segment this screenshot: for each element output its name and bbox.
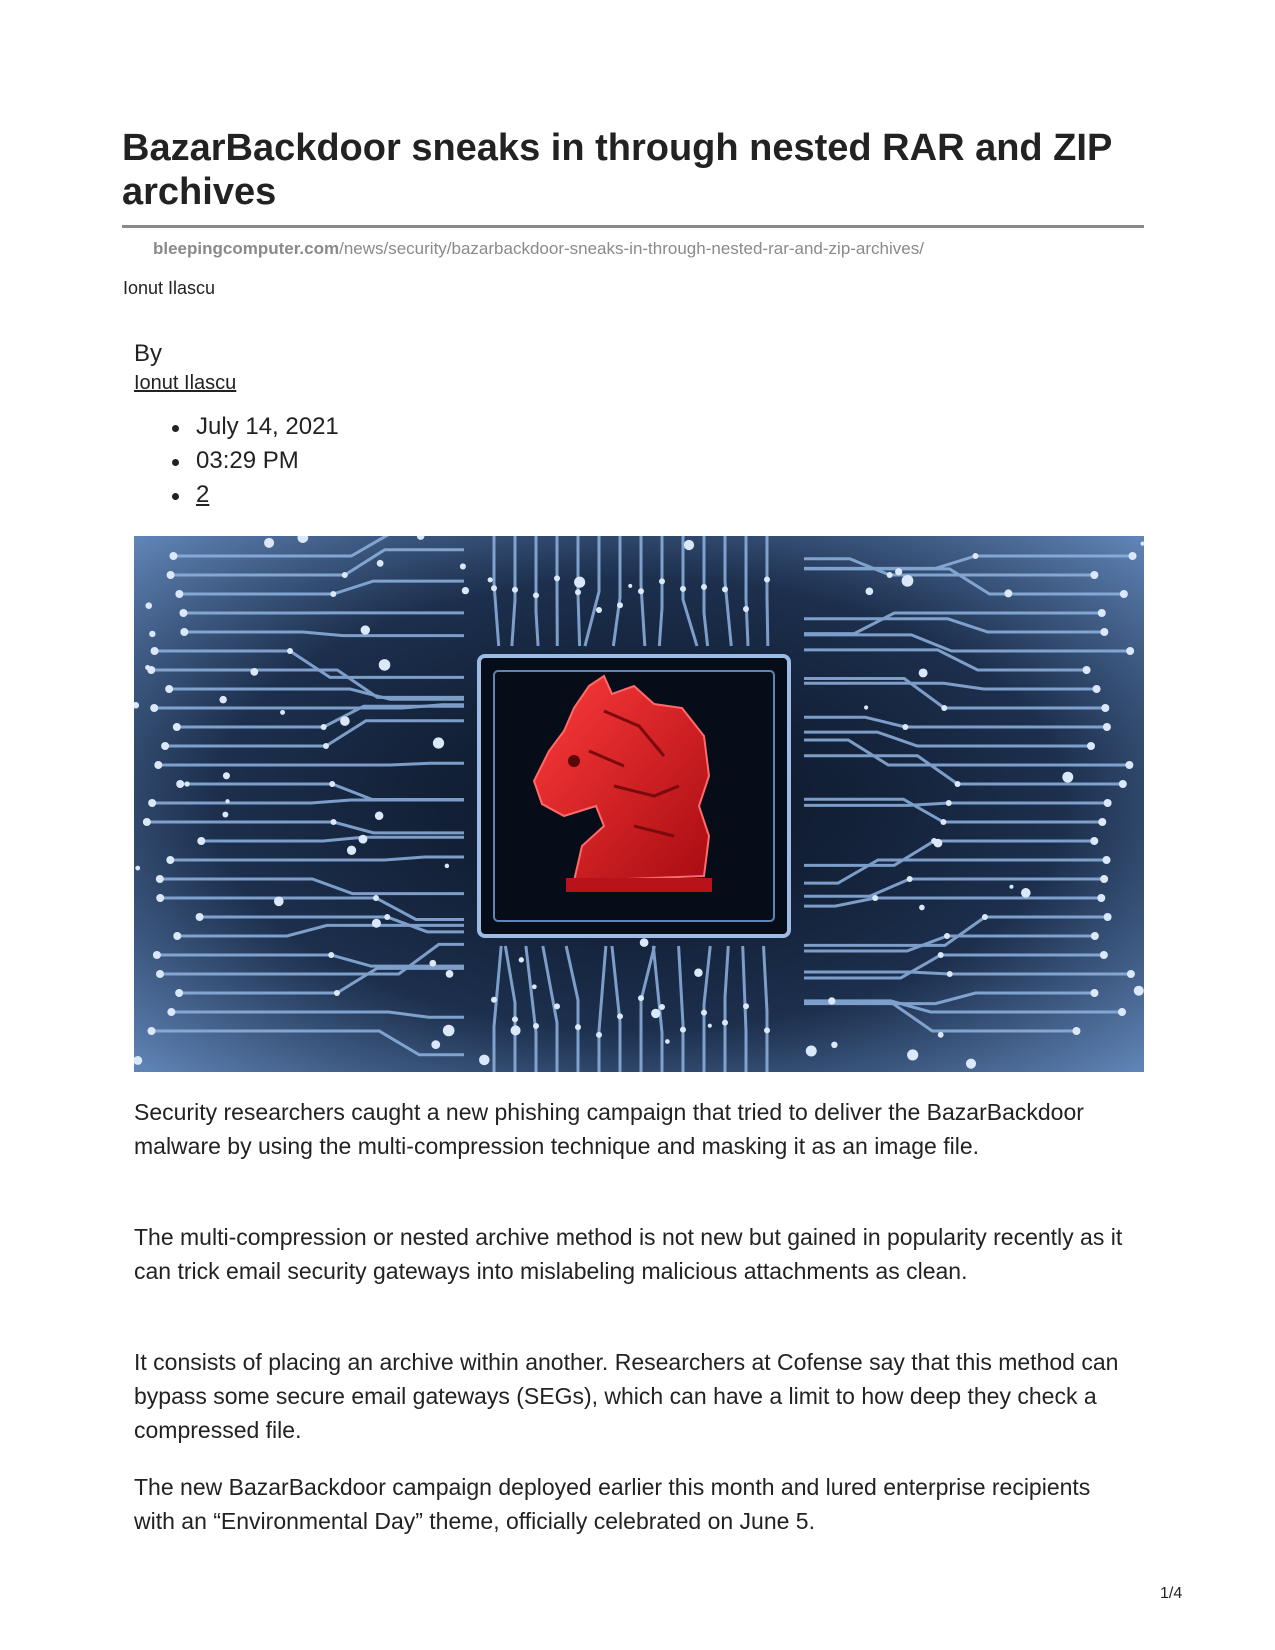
byline-label: By [134,340,163,367]
hero-image [134,536,1144,1072]
article-meta-list [172,410,339,512]
article-title: BazarBackdoor sneaks in through nested RAR and ZIP archives [122,127,1112,213]
author-link[interactable]: Ionut Ilascu [134,372,237,394]
title-divider [122,225,1144,228]
publish-date-text: July 14, 2021 [196,413,339,440]
page-number: 1/4 [1160,1585,1183,1602]
comments-link[interactable]: 2 [196,481,210,508]
paragraph-1: Security researchers caught a new phishing campaign that tried to deliver the BazarBackdoor malware by using the multi-compression technique and masking it as an image file. [134,1099,1084,1159]
circuit-trojan-illustration [134,536,1144,1072]
source-url[interactable] [153,239,924,259]
source-domain: bleepingcomputer.com [153,239,340,258]
publish-time [172,444,339,478]
publish-date [172,410,339,444]
comments-count[interactable] [172,478,339,512]
publish-time-text: 03:29 PM [196,447,299,474]
author-name: Ionut Ilascu [123,278,216,298]
paragraph-2: The multi-compression or nested archive method is not new but gained in popularity recently as it can trick email security gateways into mislabeling malicious attachments as clean. [134,1224,1123,1284]
source-path: /news/security/bazarbackdoor-sneaks-in-through-nested-rar-and-zip-archives/ [339,239,924,258]
paragraph-4: The new BazarBackdoor campaign deployed earlier this month and lured enterprise recipients with an “Environmental Day” theme, officially celebrated on June 5. [134,1474,1091,1534]
paragraph-3: It consists of placing an archive within another. Researchers at Cofense say that this method can bypass some secure email gateways (SEGs), which can have a limit to how deep they check a compressed file. [134,1349,1119,1443]
